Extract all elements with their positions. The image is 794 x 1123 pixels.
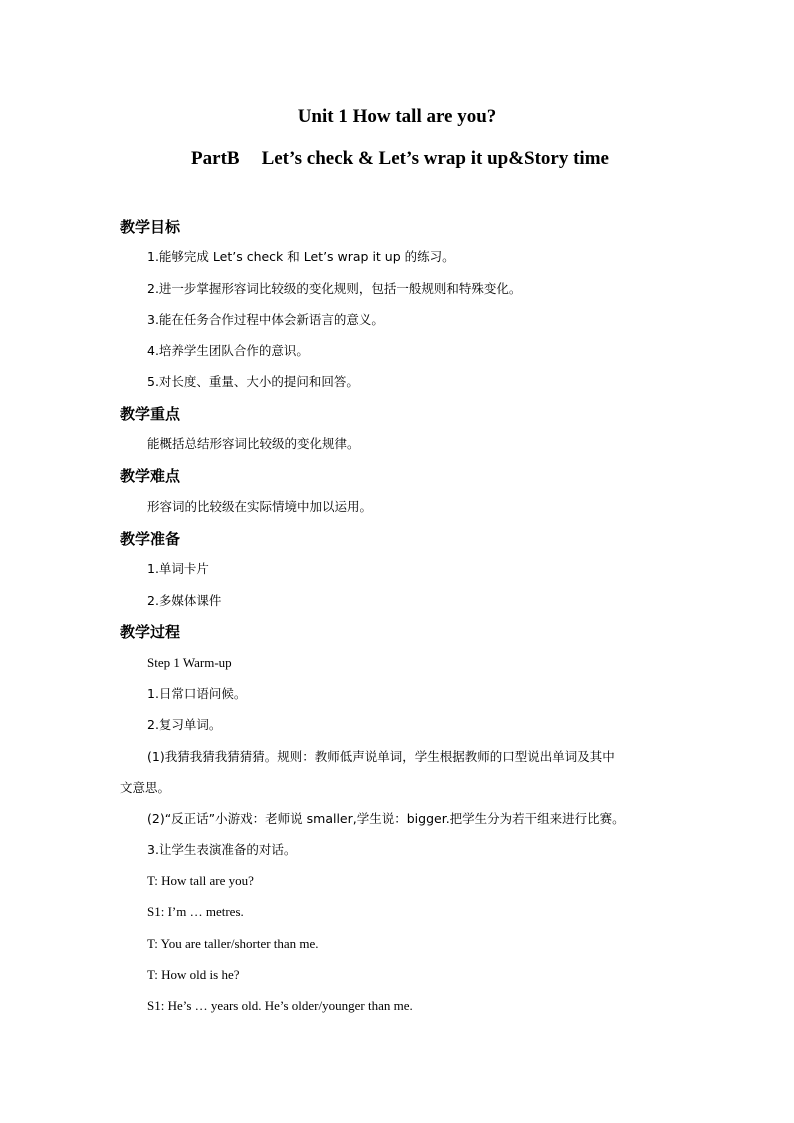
- goal-item-1: 1.能够完成 Let’s check 和 Let’s wrap it up 的练习。: [147, 249, 455, 264]
- process-item-2: 2.复习单词。: [147, 717, 222, 732]
- preparation-item-1: 1.单词卡片: [147, 561, 209, 576]
- dialogue-line-5: S1: He’s … years old. He’s older/younger than me.: [147, 998, 413, 1013]
- subtitle-part: PartB: [191, 148, 240, 169]
- difficulty-item-1: 形容词的比较级在实际情境中加以运用。: [147, 499, 373, 514]
- process-sub-item-1: (1)我猜我猜我猜猜猜。规则：教师低声说单词，学生根据教师的口型说出单词及其中: [147, 749, 615, 764]
- goal-item-4: 4.培养学生团队合作的意识。: [147, 343, 309, 358]
- process-sub-item-2: (2)“反正话”小游戏：老师说 smaller,学生说：bigger.把学生分为若干组来进行比赛。: [147, 811, 625, 826]
- dialogue-line-3: T: You are taller/shorter than me.: [147, 936, 319, 951]
- process-sub-item-1-continued: 文意思。: [120, 780, 171, 795]
- goal-item-2: 2.进一步掌握形容词比较级的变化规则，包括一般规则和特殊变化。: [147, 281, 522, 296]
- heading-key-points: 教学重点: [120, 405, 181, 423]
- process-item-1: 1.日常口语问候。: [147, 686, 247, 701]
- heading-goals: 教学目标: [120, 218, 181, 236]
- document-title: Unit 1 How tall are you?: [297, 106, 497, 127]
- heading-process: 教学过程: [120, 623, 181, 641]
- goal-item-5: 5.对长度、重量、大小的提问和回答。: [147, 374, 359, 389]
- heading-difficulties: 教学难点: [120, 467, 181, 485]
- subtitle-rest: Let’s check & Let’s wrap it up&Story time: [261, 148, 609, 169]
- preparation-item-2: 2.多媒体课件: [147, 593, 222, 608]
- heading-preparation: 教学准备: [120, 530, 181, 548]
- step-1-label: Step 1 Warm-up: [147, 655, 232, 670]
- dialogue-line-2: S1: I’m … metres.: [147, 904, 244, 919]
- document-subtitle: [3, 148, 794, 170]
- goal-item-3: 3.能在任务合作过程中体会新语言的意义。: [147, 312, 384, 327]
- dialogue-line-4: T: How old is he?: [147, 967, 240, 982]
- key-point-item-1: 能概括总结形容词比较级的变化规律。: [147, 436, 360, 451]
- process-item-3: 3.让学生表演准备的对话。: [147, 842, 297, 857]
- dialogue-line-1: T: How tall are you?: [147, 873, 254, 888]
